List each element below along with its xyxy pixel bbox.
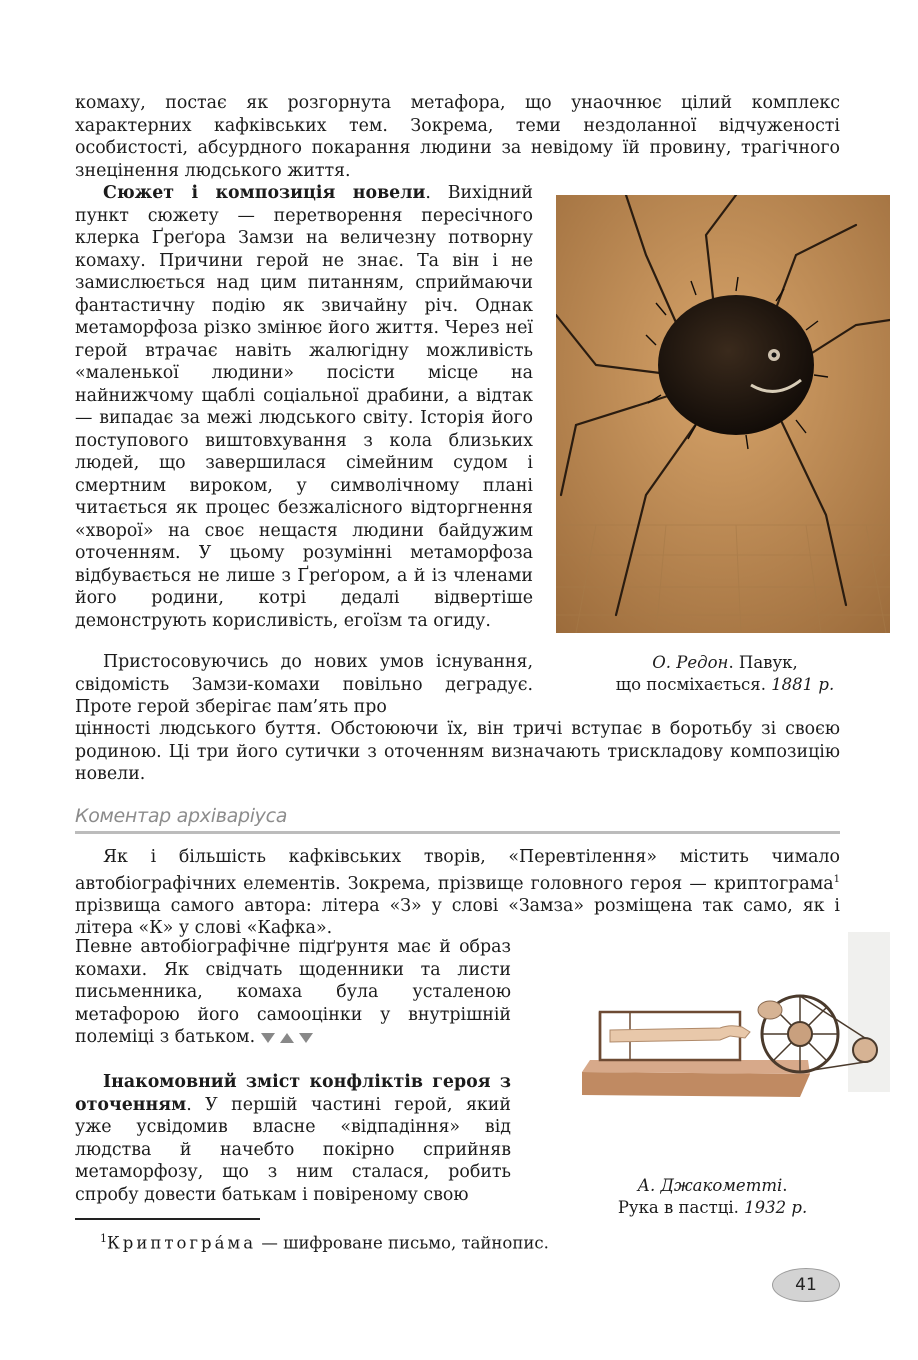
caption-giacometti-title: Рука в пастці. [617, 1198, 745, 1217]
plot-text: . Вихідний пункт сюжету — перетворення пересічного клерка Ґреґора Замзи на величезну потворну комаху. Причини герой не знає. Та він і не замислюється над цим питанням, сприймаючи фантастичну подію як звичайну річ. Однак метаморфоза різко змінює його життя. Через неї герой втрачає навіть жалюгідну можливість «маленької людини» посісти місце на найнижчому щаблі соціальної драбини, а відтак — випадає за межі людського світу. Історія його поступового виштовхування з кола близьких людей, що завершилася сімейним судом і смертним вироком, у символічному плані читається як процес безжалісного відторгнення «хворої» на своє нещастя людини байдужим оточенням. У цьому розумінні метаморфоза відбувається не лише з Ґреґором, а й із членами його родини, котрі дедалі відвертіше демонструють корисливість, егоїзм та огиду. [75, 183, 534, 631]
caption-giacometti [580, 1175, 845, 1219]
conflict-heading: Інакомовний зміст конфліктів героя з оточенням [75, 1072, 511, 1115]
giacometti-hand-sculpture [580, 932, 890, 1107]
redon-spider-painting [556, 195, 890, 633]
section-end-triangles-icon [261, 1031, 313, 1045]
footnote-term: Криптогра́ма [107, 1233, 257, 1253]
section-title: Коментар архіваріуса [75, 805, 288, 827]
caption-redon [590, 652, 860, 696]
footnote-number: 1 [100, 1232, 107, 1245]
archive-text-1: Як і більшість кафківських творів, «Перевтілення» містить чимало автобіографічних елементів. Зокрема, прізвище головного героя — криптограма [75, 847, 840, 894]
caption-redon-title1: . Павук, [728, 653, 798, 672]
caption-redon-author: О. Редон [652, 653, 729, 672]
plot-paragraph [75, 182, 533, 632]
page-number: 41 [772, 1268, 840, 1302]
adapt-paragraph-narrow: Пристосовуючись до нових умов існування, свідомість Замзи-комахи повільно деградує. Проте герой зберігає пам’ять про [75, 652, 533, 717]
archive-paragraph-2 [75, 936, 511, 1049]
footnote-ref: 1 [833, 873, 840, 885]
conflict-paragraph [75, 1071, 511, 1206]
caption-redon-year: 1881 р. [771, 675, 835, 694]
archive-text-2: прізвища самого автора: літера «З» у слові «Замза» розміщена так само, як і літера «К» у слові «Кафка». [75, 895, 840, 939]
footnote-definition: — шифроване письмо, тайнопис. [256, 1233, 549, 1253]
section-divider [75, 831, 840, 834]
archive-text-3: Певне автобіографічне підґрунтя має й образ комахи. Як свідчать щоденники та листи письменника, комаха була усталеною метафорою його самооцінки у внутрішній полеміці з батьком. [75, 937, 511, 1047]
caption-giacometti-year: 1932 р. [744, 1198, 808, 1217]
footnote [100, 1228, 549, 1255]
intro-paragraph: комаху, постає як розгорнута метафора, що унаочнює цілий комплекс характерних кафківських тем. Зокрема, теми нездоланної відчуженості особистості, абсурдного покарання людини за невідому їй провину, трагічного знецінення людського життя. [75, 93, 840, 181]
caption-giacometti-dot: . [782, 1176, 788, 1195]
conflict-text: . У першій частині герой, який уже усвідомив власне «відпадіння» від людства й начебто покірно сприйняв метаморфозу, що з ним сталася, робить спробу довести батькам і повіреному свою [75, 1094, 511, 1205]
archive-paragraph-1 [75, 846, 840, 940]
footnote-divider [75, 1218, 260, 1220]
plot-heading: Сюжет і композиція новели [103, 183, 426, 203]
caption-giacometti-author: А. Джакометті [637, 1176, 783, 1195]
adapt-paragraph-full: цінності людського буття. Обстоюючи їх, він тричі вступає в боротьбу зі своєю родиною. Ці три його сутички з оточенням визначають трискладову композицію новели. [75, 719, 840, 784]
caption-redon-title2: що посміхається. [615, 675, 772, 694]
